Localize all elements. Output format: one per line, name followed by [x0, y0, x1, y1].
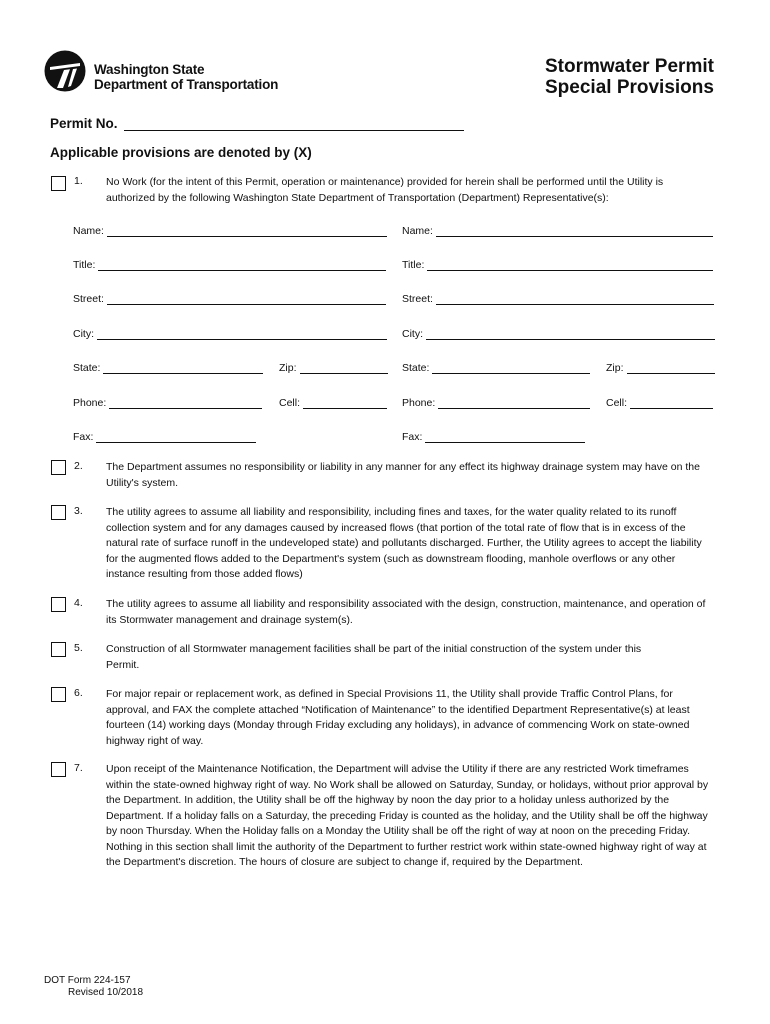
permit-number-field[interactable] — [124, 115, 464, 131]
provision-6-checkbox[interactable] — [51, 687, 66, 702]
provision-7-text: Upon receipt of the Maintenance Notification, the Department will advise the Utility if there are any restricted Work timeframes within the state-owned highway right of way. No Work shall be allowed on Saturday, Sunday, or holidays, without prior approval by the Department. In addition, the Utility shall be off the highway by noon the day prior to a holiday unless authorized by the Department. If a holiday falls on a Saturday, the preceding Friday is counted as the holiday, and the Utility shall be off the highway by noon Thursday. When the Holiday falls on a Monday the Utility shall be off the right of way at noon on the preceding Friday. Nothing in this section shall limit the authority of the Department to further restrict work within state-owned highway right of way at the Department's discretion. The hours of closure are subject to change if, required by the Department. — [106, 763, 709, 868]
provision-7-checkbox[interactable] — [51, 762, 66, 777]
form-number: DOT Form 224-157 — [44, 975, 131, 986]
rep1-city-label: City: — [73, 328, 94, 340]
organization-name — [94, 62, 278, 92]
rep2-name-field[interactable] — [436, 224, 713, 237]
rep1-title-label: Title: — [73, 259, 96, 271]
rep2-title-field[interactable] — [427, 258, 713, 271]
rep1-city-row — [73, 327, 387, 340]
rep1-fax-row — [73, 430, 256, 443]
rep2-title-row — [402, 258, 713, 271]
rep2-street-label: Street: — [402, 293, 433, 305]
rep2-name-label: Name: — [402, 225, 433, 237]
provision-2-checkbox[interactable] — [51, 460, 66, 475]
provision-5-number: 5. — [74, 642, 83, 654]
provision-7-number: 7. — [74, 762, 83, 774]
rep1-zip-label: Zip: — [279, 362, 297, 374]
provision-4-number: 4. — [74, 597, 83, 609]
provision-6-number: 6. — [74, 687, 83, 699]
form-revision-date: Revised 10/2018 — [68, 987, 144, 998]
provision-1-number: 1. — [74, 175, 83, 187]
rep1-cell-field[interactable] — [303, 396, 387, 409]
permit-number-row — [50, 115, 464, 131]
rep2-title-label: Title: — [402, 259, 425, 271]
rep1-zip-field[interactable] — [300, 361, 388, 374]
rep2-city-label: City: — [402, 328, 423, 340]
rep1-street-field[interactable] — [107, 292, 386, 305]
rep1-title-row — [73, 258, 386, 271]
rep1-city-field[interactable] — [97, 327, 387, 340]
rep2-fax-label: Fax: — [402, 431, 423, 443]
org-line-2: Department of Transportation — [94, 77, 279, 92]
rep2-street-field[interactable] — [436, 292, 714, 305]
rep1-state-row — [73, 361, 263, 374]
wsdot-logo-icon — [44, 50, 86, 92]
provision-5-text: Construction of all Stormwater management facilities shall be part of the initial construction of the system under this Permit. — [106, 643, 642, 671]
provision-1-checkbox[interactable] — [51, 176, 66, 191]
provision-4-checkbox[interactable] — [51, 597, 66, 612]
org-line-1: Washington State — [94, 62, 205, 77]
rep2-cell-label: Cell: — [606, 397, 628, 409]
rep2-fax-row — [402, 430, 585, 443]
rep1-zip-row — [279, 361, 388, 374]
provision-6-text: For major repair or replacement work, as defined in Special Provisions 11, the Utility shall provide Traffic Control Plans, for approval, and FAX the complete attached “Notification of Maintenance” to the identified Department Representative(s) at least fourteen (14) working days (Monday through Friday excluding any holidays), in advance of commencing Work on state-owned highway right of way. — [106, 688, 690, 747]
rep2-zip-row — [606, 361, 715, 374]
rep1-name-label: Name: — [73, 225, 104, 237]
rep2-state-row — [402, 361, 590, 374]
rep1-cell-row — [279, 396, 387, 409]
rep1-phone-label: Phone: — [73, 397, 107, 409]
rep1-phone-row — [73, 396, 262, 409]
provision-2-text: The Department assumes no responsibility or liability in any manner for any effect its highway drainage system may have on the Utility's system. — [106, 461, 700, 489]
provision-1-text: No Work (for the intent of this Permit, operation or maintenance) provided for herein shall be performed until the Utility is authorized by the following Washington State Department of Transportation (Department) Representative(s): — [106, 176, 664, 204]
rep1-name-field[interactable] — [107, 224, 387, 237]
permit-number-label: Permit No. — [50, 116, 118, 131]
provision-5-checkbox[interactable] — [51, 642, 66, 657]
rep2-city-row — [402, 327, 715, 340]
rep2-cell-field[interactable] — [630, 396, 713, 409]
rep1-fax-label: Fax: — [73, 431, 94, 443]
rep2-name-row — [402, 224, 713, 237]
rep2-street-row — [402, 292, 714, 305]
provision-2-number: 2. — [74, 460, 83, 472]
rep2-phone-field[interactable] — [438, 396, 590, 409]
document-title — [545, 56, 714, 98]
rep2-state-field[interactable] — [432, 361, 590, 374]
title-line-2: Special Provisions — [545, 77, 714, 98]
rep1-cell-label: Cell: — [279, 397, 301, 409]
rep2-fax-field[interactable] — [425, 430, 585, 443]
rep1-state-label: State: — [73, 362, 101, 374]
rep1-phone-field[interactable] — [109, 396, 262, 409]
rep2-state-label: State: — [402, 362, 430, 374]
rep2-phone-label: Phone: — [402, 397, 436, 409]
rep1-street-label: Street: — [73, 293, 104, 305]
rep1-name-row — [73, 224, 387, 237]
provision-3-checkbox[interactable] — [51, 505, 66, 520]
form-footer — [44, 975, 143, 999]
provision-3-text: The utility agrees to assume all liability and responsibility, including fines and taxes, for the water quality related to its runoff collection system and for any damages caused by increased flows (that portion of the total rate of flow that is in excess of the natural rate of surface runoff in the undeveloped state) and pollutants discharged. Further, the Utility agrees to accept the liability for the augmented flows added to the Department's system (such as downstream flooding, manhole overflows or any other instance resulting from those added flows) — [106, 506, 702, 580]
title-line-1: Stormwater Permit — [545, 56, 714, 77]
rep1-street-row — [73, 292, 386, 305]
rep2-cell-row — [606, 396, 713, 409]
applicable-heading: Applicable provisions are denoted by (X) — [50, 145, 312, 160]
rep1-title-field[interactable] — [98, 258, 386, 271]
rep2-zip-label: Zip: — [606, 362, 624, 374]
rep2-phone-row — [402, 396, 590, 409]
rep2-city-field[interactable] — [426, 327, 715, 340]
rep2-zip-field[interactable] — [627, 361, 715, 374]
rep1-state-field[interactable] — [103, 361, 263, 374]
provision-4-text: The utility agrees to assume all liability and responsibility associated with the design, construction, maintenance, and operation of its Stormwater management and drainage system(s). — [106, 598, 706, 626]
provision-3-number: 3. — [74, 505, 83, 517]
rep1-fax-field[interactable] — [96, 430, 256, 443]
